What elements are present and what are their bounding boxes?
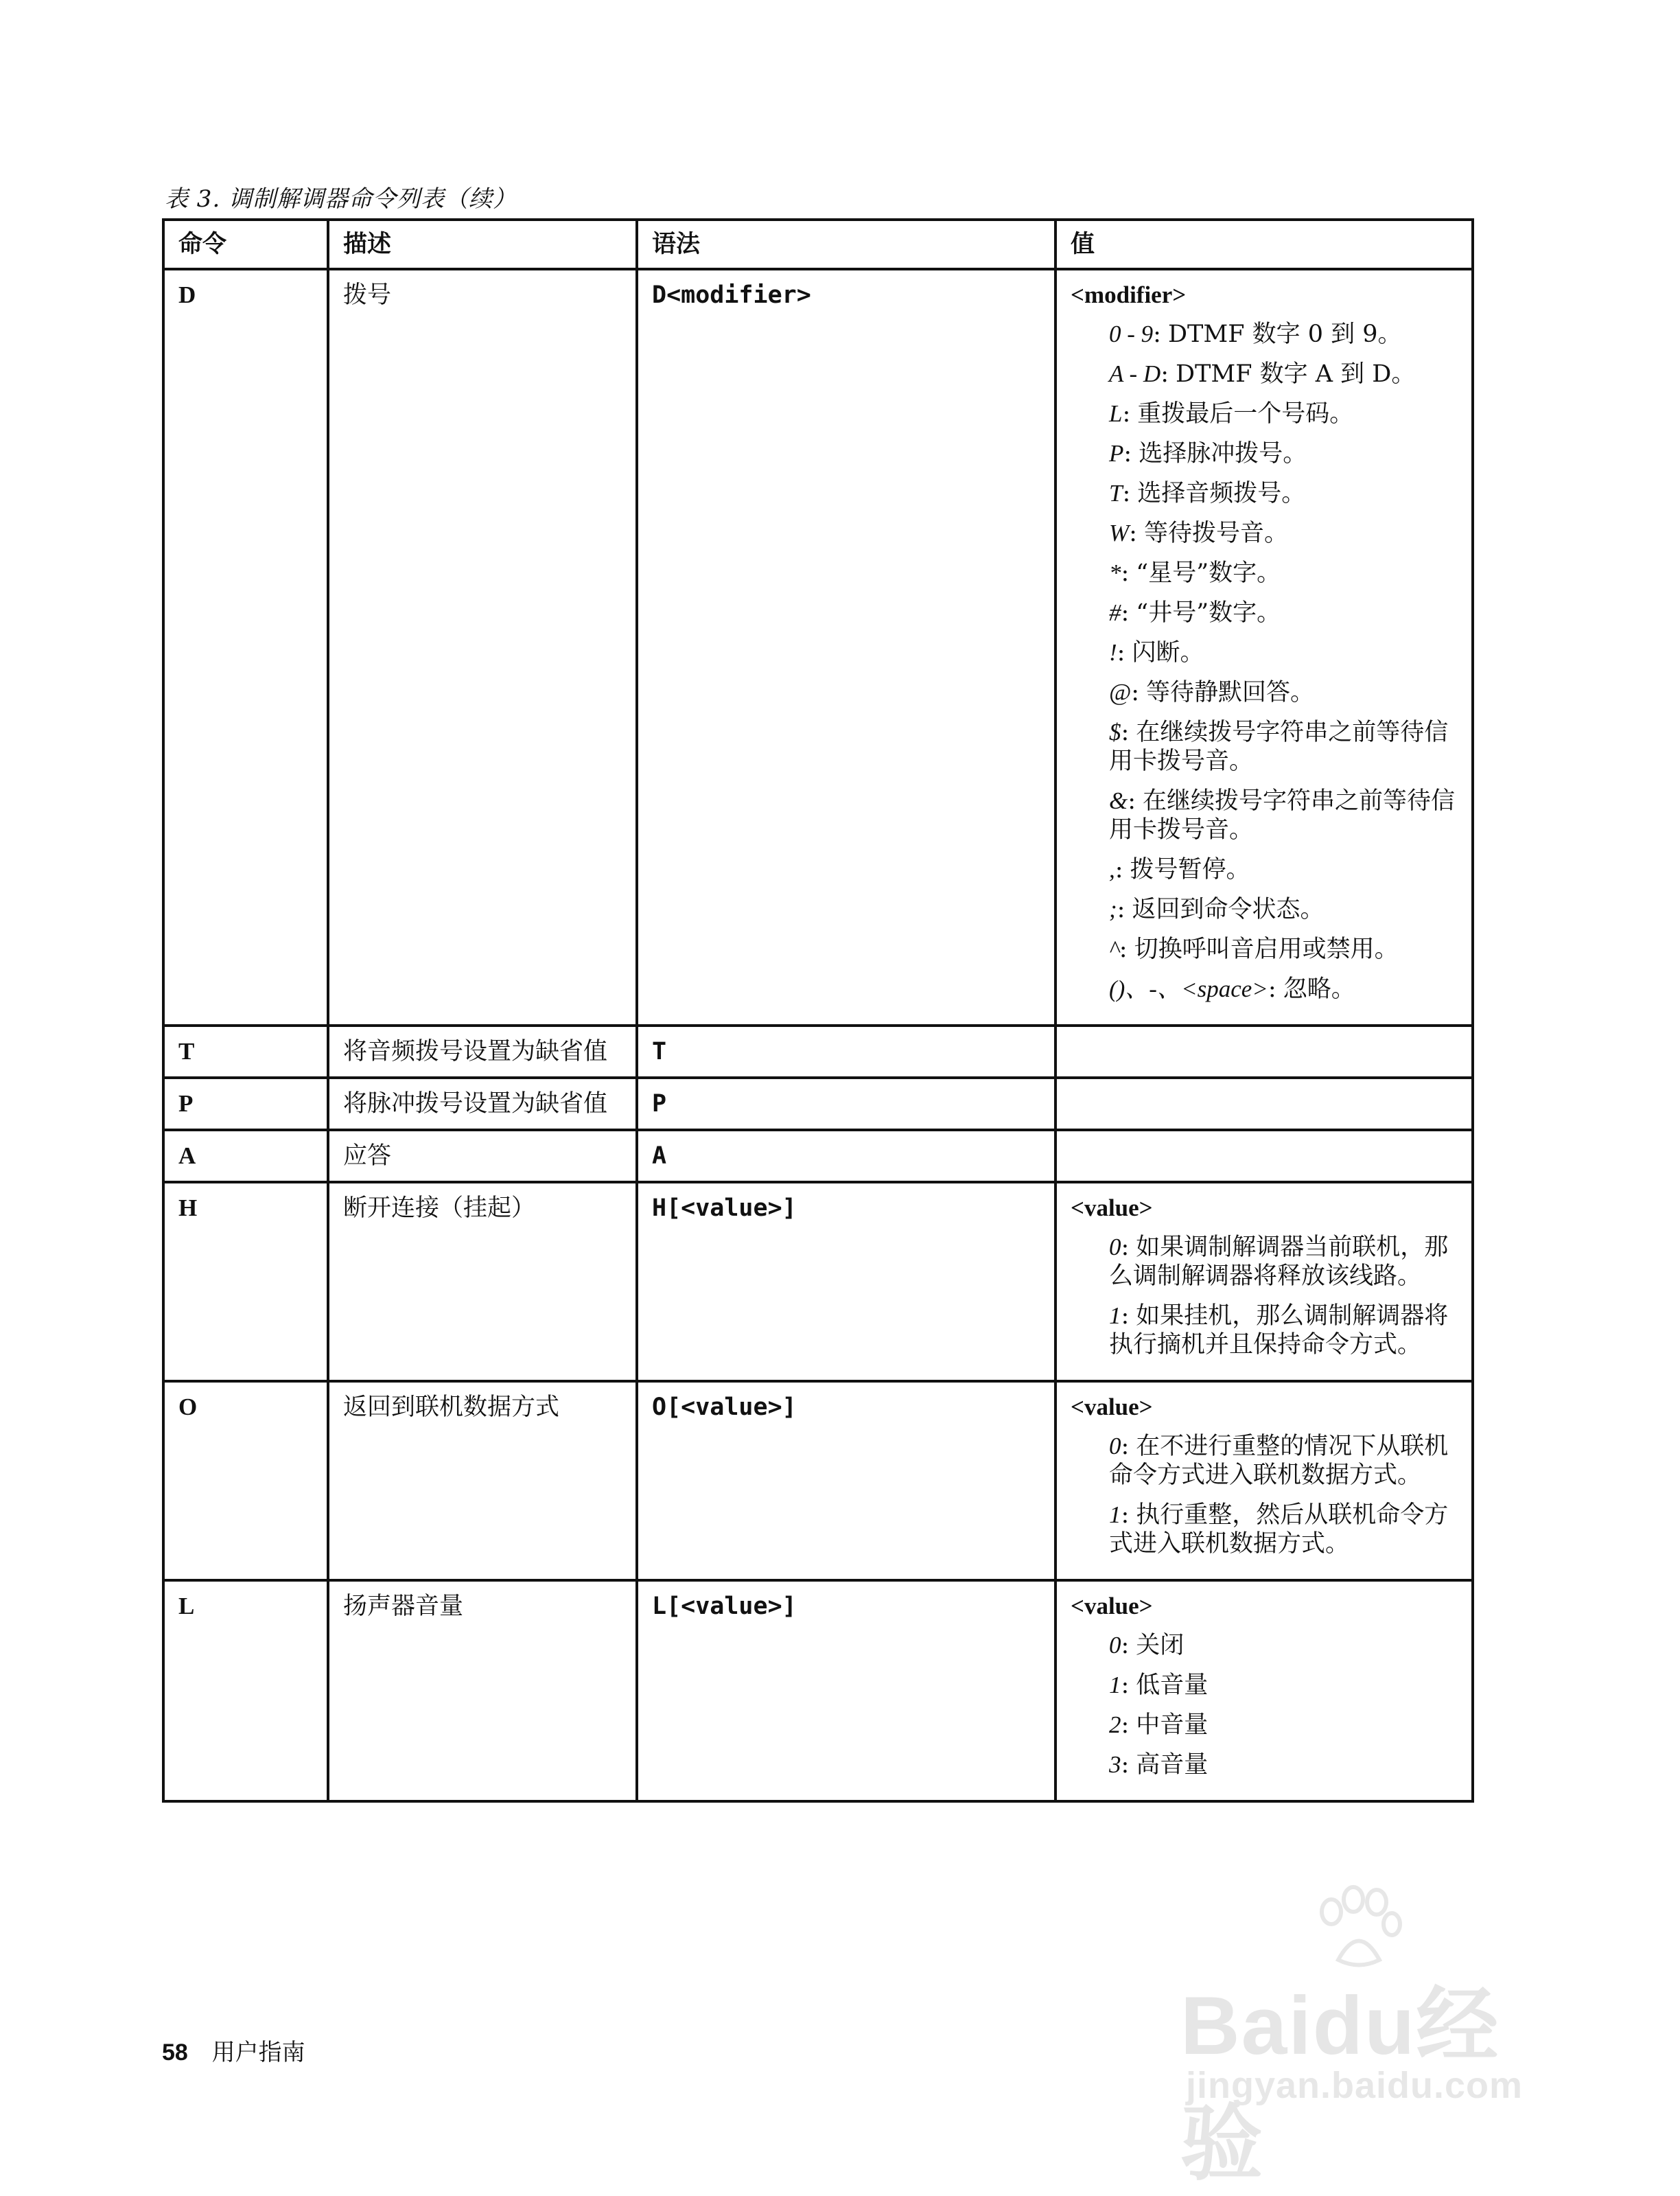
command-cell: D: [163, 269, 328, 1026]
value-item: [1109, 360, 1458, 389]
value-item: [1109, 439, 1458, 468]
value-item: [1109, 479, 1458, 508]
value-separator: :: [1119, 936, 1128, 963]
value-separator: :: [1117, 896, 1125, 923]
value-item: [1109, 599, 1458, 627]
value-key: ;: [1109, 896, 1117, 923]
header-description: 描述: [328, 220, 637, 269]
value-text: 切换呼叫音启用或禁用。: [1134, 936, 1399, 963]
value-item: [1109, 519, 1458, 548]
description-cell: 将脉冲拨号设置为缺省值: [328, 1078, 637, 1130]
value-separator: :: [1160, 360, 1169, 388]
description-cell: 将音频拨号设置为缺省值: [328, 1026, 637, 1078]
value-item: [1109, 975, 1458, 1004]
header-value: 值: [1055, 220, 1473, 269]
description-cell: 断开连接（挂起）: [328, 1182, 637, 1381]
modem-command-table: [162, 218, 1474, 1803]
value-separator: :: [1121, 1501, 1130, 1529]
value-separator: :: [1121, 719, 1130, 746]
command-cell: O: [163, 1381, 328, 1580]
value-text: “井号”数字。: [1136, 599, 1281, 627]
value-text: 等待拨号音。: [1143, 520, 1288, 547]
table-row: [163, 1580, 1473, 1801]
value-text: 关闭: [1136, 1632, 1185, 1659]
value-separator: :: [1121, 1711, 1130, 1739]
value-text: 拨号暂停。: [1130, 856, 1250, 883]
description-cell: 拨号: [328, 269, 637, 1026]
value-cell: [1055, 1182, 1473, 1381]
table-row: [163, 269, 1473, 1026]
value-separator: :: [1129, 520, 1137, 547]
value-item: [1109, 559, 1458, 588]
value-item: [1109, 718, 1458, 776]
value-separator: :: [1121, 599, 1130, 627]
value-item: [1109, 1302, 1458, 1359]
value-key: L: [1109, 400, 1123, 427]
value-key: 0: [1109, 1433, 1121, 1459]
value-key: 0: [1109, 1632, 1121, 1658]
value-key: T: [1109, 480, 1123, 507]
command-cell: T: [163, 1026, 328, 1078]
value-key: !: [1109, 639, 1117, 666]
value-key: ()、-、<space>: [1109, 975, 1268, 1002]
value-text: 在继续拨号字符串之前等待信用卡拨号音。: [1109, 787, 1456, 844]
syntax-cell: P: [637, 1078, 1055, 1130]
table-row: [163, 1078, 1473, 1130]
value-separator: :: [1122, 400, 1131, 428]
value-key: 1: [1109, 1672, 1121, 1698]
value-text: 中音量: [1136, 1711, 1209, 1739]
value-separator: :: [1121, 1632, 1130, 1659]
value-cell: [1055, 1026, 1473, 1078]
value-separator: :: [1131, 679, 1139, 706]
value-item: [1109, 638, 1458, 667]
value-separator: :: [1121, 1672, 1130, 1699]
value-item: [1109, 1750, 1458, 1779]
value-item: [1109, 1233, 1458, 1291]
watermark-brand: Baidu经验: [1180, 1980, 1500, 2190]
description-cell: 应答: [328, 1130, 637, 1182]
value-separator: :: [1123, 440, 1132, 467]
value-text: 闪断。: [1132, 639, 1204, 667]
value-item: [1109, 1501, 1458, 1558]
value-key: 1: [1109, 1501, 1121, 1528]
value-text: DTMF 数字 A 到 D。: [1175, 360, 1416, 388]
header-syntax: 语法: [637, 220, 1055, 269]
table-caption: 表 3. 调制解调器命令列表（续）: [165, 185, 517, 213]
value-text: 在继续拨号字符串之前等待信用卡拨号音。: [1109, 719, 1449, 775]
value-item: [1109, 320, 1458, 349]
value-item: [1109, 935, 1458, 964]
syntax-cell: L[<value>]: [637, 1580, 1055, 1801]
value-item: [1109, 1432, 1458, 1490]
table-header-row: [163, 220, 1473, 269]
value-separator: :: [1153, 321, 1161, 348]
value-item: [1109, 1711, 1458, 1740]
page-number: 58: [162, 2039, 188, 2066]
value-separator: :: [1115, 856, 1123, 883]
value-item: [1109, 1671, 1458, 1700]
table-row: [163, 1026, 1473, 1078]
value-key: W: [1109, 520, 1130, 546]
value-key: *: [1109, 559, 1121, 586]
value-separator: :: [1121, 1234, 1130, 1261]
command-cell: P: [163, 1078, 328, 1130]
watermark-url: jingyan.baidu.com: [1186, 2065, 1524, 2106]
table-row: [163, 1381, 1473, 1580]
command-cell: H: [163, 1182, 328, 1381]
value-text: “星号”数字。: [1136, 559, 1281, 587]
value-cell: [1055, 1130, 1473, 1182]
value-item: [1109, 895, 1458, 924]
command-cell: L: [163, 1580, 328, 1801]
value-list: [1109, 1631, 1458, 1779]
value-key: P: [1109, 440, 1124, 467]
syntax-cell: A: [637, 1130, 1055, 1182]
value-text: 等待静默回答。: [1146, 679, 1315, 706]
value-heading: <value>: [1071, 1194, 1153, 1221]
value-item: [1109, 787, 1458, 844]
value-text: 选择音频拨号。: [1137, 480, 1306, 507]
syntax-cell: H[<value>]: [637, 1182, 1055, 1381]
value-text: 如果挂机，那么调制解调器将执行摘机并且保持命令方式。: [1109, 1302, 1449, 1359]
value-text: 低音量: [1136, 1672, 1209, 1699]
value-heading: <value>: [1071, 1593, 1153, 1619]
value-list: [1109, 1432, 1458, 1558]
value-separator: :: [1121, 1302, 1130, 1330]
value-text: 高音量: [1136, 1751, 1209, 1779]
value-cell: [1055, 1078, 1473, 1130]
value-item: [1109, 678, 1458, 707]
value-key: &: [1109, 787, 1128, 814]
value-text: 如果调制解调器当前联机，那么调制解调器将释放该线路。: [1109, 1234, 1449, 1290]
header-command: 命令: [163, 220, 328, 269]
value-key: A - D: [1109, 360, 1161, 387]
baidu-watermark: [1180, 1884, 1565, 2190]
value-text: 忽略。: [1283, 975, 1355, 1003]
value-separator: :: [1121, 559, 1130, 587]
table-row: [163, 1130, 1473, 1182]
footer-title: 用户指南: [211, 2039, 305, 2066]
syntax-cell: T: [637, 1026, 1055, 1078]
value-key: ,: [1109, 856, 1115, 883]
value-list: [1109, 1233, 1458, 1359]
value-key: #: [1109, 599, 1121, 626]
description-cell: 扬声器音量: [328, 1580, 637, 1801]
value-item: [1109, 1631, 1458, 1660]
table-row: [163, 1182, 1473, 1381]
value-list: [1109, 320, 1458, 1004]
syntax-cell: D<modifier>: [637, 269, 1055, 1026]
value-cell: [1055, 269, 1473, 1026]
description-cell: 返回到联机数据方式: [328, 1381, 637, 1580]
value-key: ^: [1109, 936, 1119, 962]
value-text: 在不进行重整的情况下从联机命令方式进入联机数据方式。: [1109, 1433, 1449, 1489]
value-text: 执行重整，然后从联机命令方式进入联机数据方式。: [1109, 1501, 1449, 1558]
value-key: 0 - 9: [1109, 321, 1154, 347]
value-key: @: [1109, 679, 1132, 706]
value-separator: :: [1268, 975, 1276, 1003]
value-key: 2: [1109, 1711, 1121, 1738]
value-key: 0: [1109, 1234, 1121, 1260]
value-key: 3: [1109, 1751, 1121, 1778]
value-separator: :: [1117, 639, 1125, 667]
value-heading: <value>: [1071, 1394, 1153, 1420]
value-key: $: [1109, 719, 1121, 746]
value-heading: <modifier>: [1071, 281, 1187, 308]
value-cell: [1055, 1580, 1473, 1801]
value-text: 返回到命令状态。: [1132, 896, 1325, 923]
value-separator: :: [1121, 1751, 1130, 1779]
value-text: 选择脉冲拨号。: [1139, 440, 1307, 467]
value-separator: :: [1121, 1433, 1130, 1460]
value-text: DTMF 数字 0 到 9。: [1167, 321, 1402, 348]
syntax-cell: O[<value>]: [637, 1381, 1055, 1580]
value-separator: :: [1122, 480, 1131, 507]
command-cell: A: [163, 1130, 328, 1182]
page-footer: [162, 2033, 305, 2067]
value-key: 1: [1109, 1302, 1121, 1329]
value-item: [1109, 855, 1458, 884]
value-item: [1109, 400, 1458, 428]
value-text: 重拨最后一个号码。: [1137, 400, 1354, 428]
value-separator: :: [1128, 787, 1136, 815]
value-cell: [1055, 1381, 1473, 1580]
